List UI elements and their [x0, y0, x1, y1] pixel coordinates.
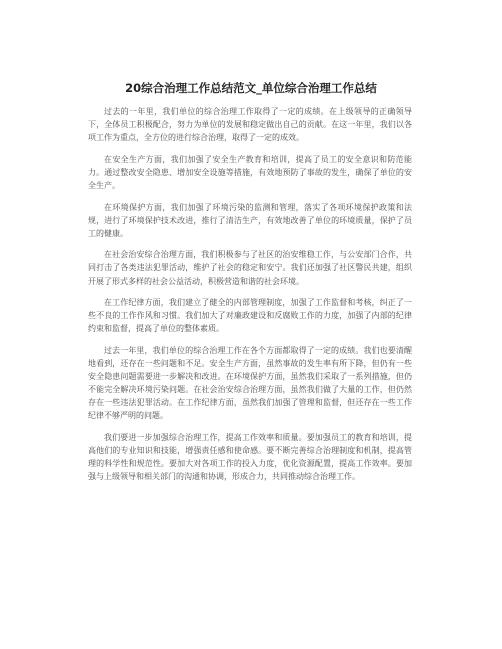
document-body [88, 105, 412, 492]
paragraph-problems: 过去一年里，我们单位的综合治理工作在各个方面都取得了一定的成绩。我们也要清醒地看到，还存在一些问题和不足。安全生产方面，虽然事故的发生率有所下降，但仍有一些安全隐患问题需要进一步解决和改进。在环境保护方面，虽然我们采取了一系列措施，但仍不能完全解决环境污染问题。在社会治安综合治理方面，虽然我们做了大量的工作，但仍然存在一些违法犯罪活动。在工作纪律方面，虽然我们加强了管理和监督，但还存在一些工作纪律不够严明的问题。 [88, 345, 412, 421]
paragraph-discipline: 在工作纪律方面，我们建立了健全的内部管理制度，加强了工作监督和考核，纠正了一些不良的工作作风和习惯。我们加大了对廉政建设和反腐败工作的力度，加强了内部的纪律约束和监督，提高了单位的整体素质。 [88, 298, 412, 334]
paragraph-public-security: 在社会治安综合治理方面，我们积极参与了社区的治安维稳工作，与公安部门合作，共同打击了各类违法犯罪活动，维护了社会的稳定和安宁。我们还加强了社区警民共建，组织开展了形式多样的社会公益活动，积极营造和谐的社会环境。 [88, 250, 412, 286]
paragraph-outlook: 我们要进一步加强综合治理工作，提高工作效率和质量。要加强员工的教育和培训，提高他们的专业知识和技能，增强责任感和使命感。要不断完善综合治理制度和机制，提高管理的科学性和规范性。要加大对各项工作的投入力度，优化资源配置，提高工作效率。要加强与上级领导和相关部门的沟通和协调，形成合力，共同推动综合治理工作。 [88, 432, 412, 482]
paragraph-intro: 过去的一年里，我们单位的综合治理工作取得了一定的成绩。在上级领导的正确领导下，全体员工积极配合，努力为单位的发展和稳定做出自己的贡献。在这一年里，我们以各项工作为重点，全方位的进行综合治理，取得了一定的成效。 [88, 107, 412, 143]
paragraph-safety: 在安全生产方面，我们加强了安全生产教育和培训，提高了员工的安全意识和防范能力。通过整改安全隐患、增加安全设施等措施，有效地预防了事故的发生，确保了单位的安全生产。 [88, 154, 412, 190]
paragraph-environment: 在环境保护方面，我们加强了环境污染的监测和管理，落实了各项环境保护政策和法规，进行了环境保护技术改进，推行了清洁生产，有效地改善了单位的环境质量，保护了员工的健康。 [88, 202, 412, 238]
document-title: 20综合治理工作总结范文_单位综合治理工作总结 [125, 81, 377, 95]
